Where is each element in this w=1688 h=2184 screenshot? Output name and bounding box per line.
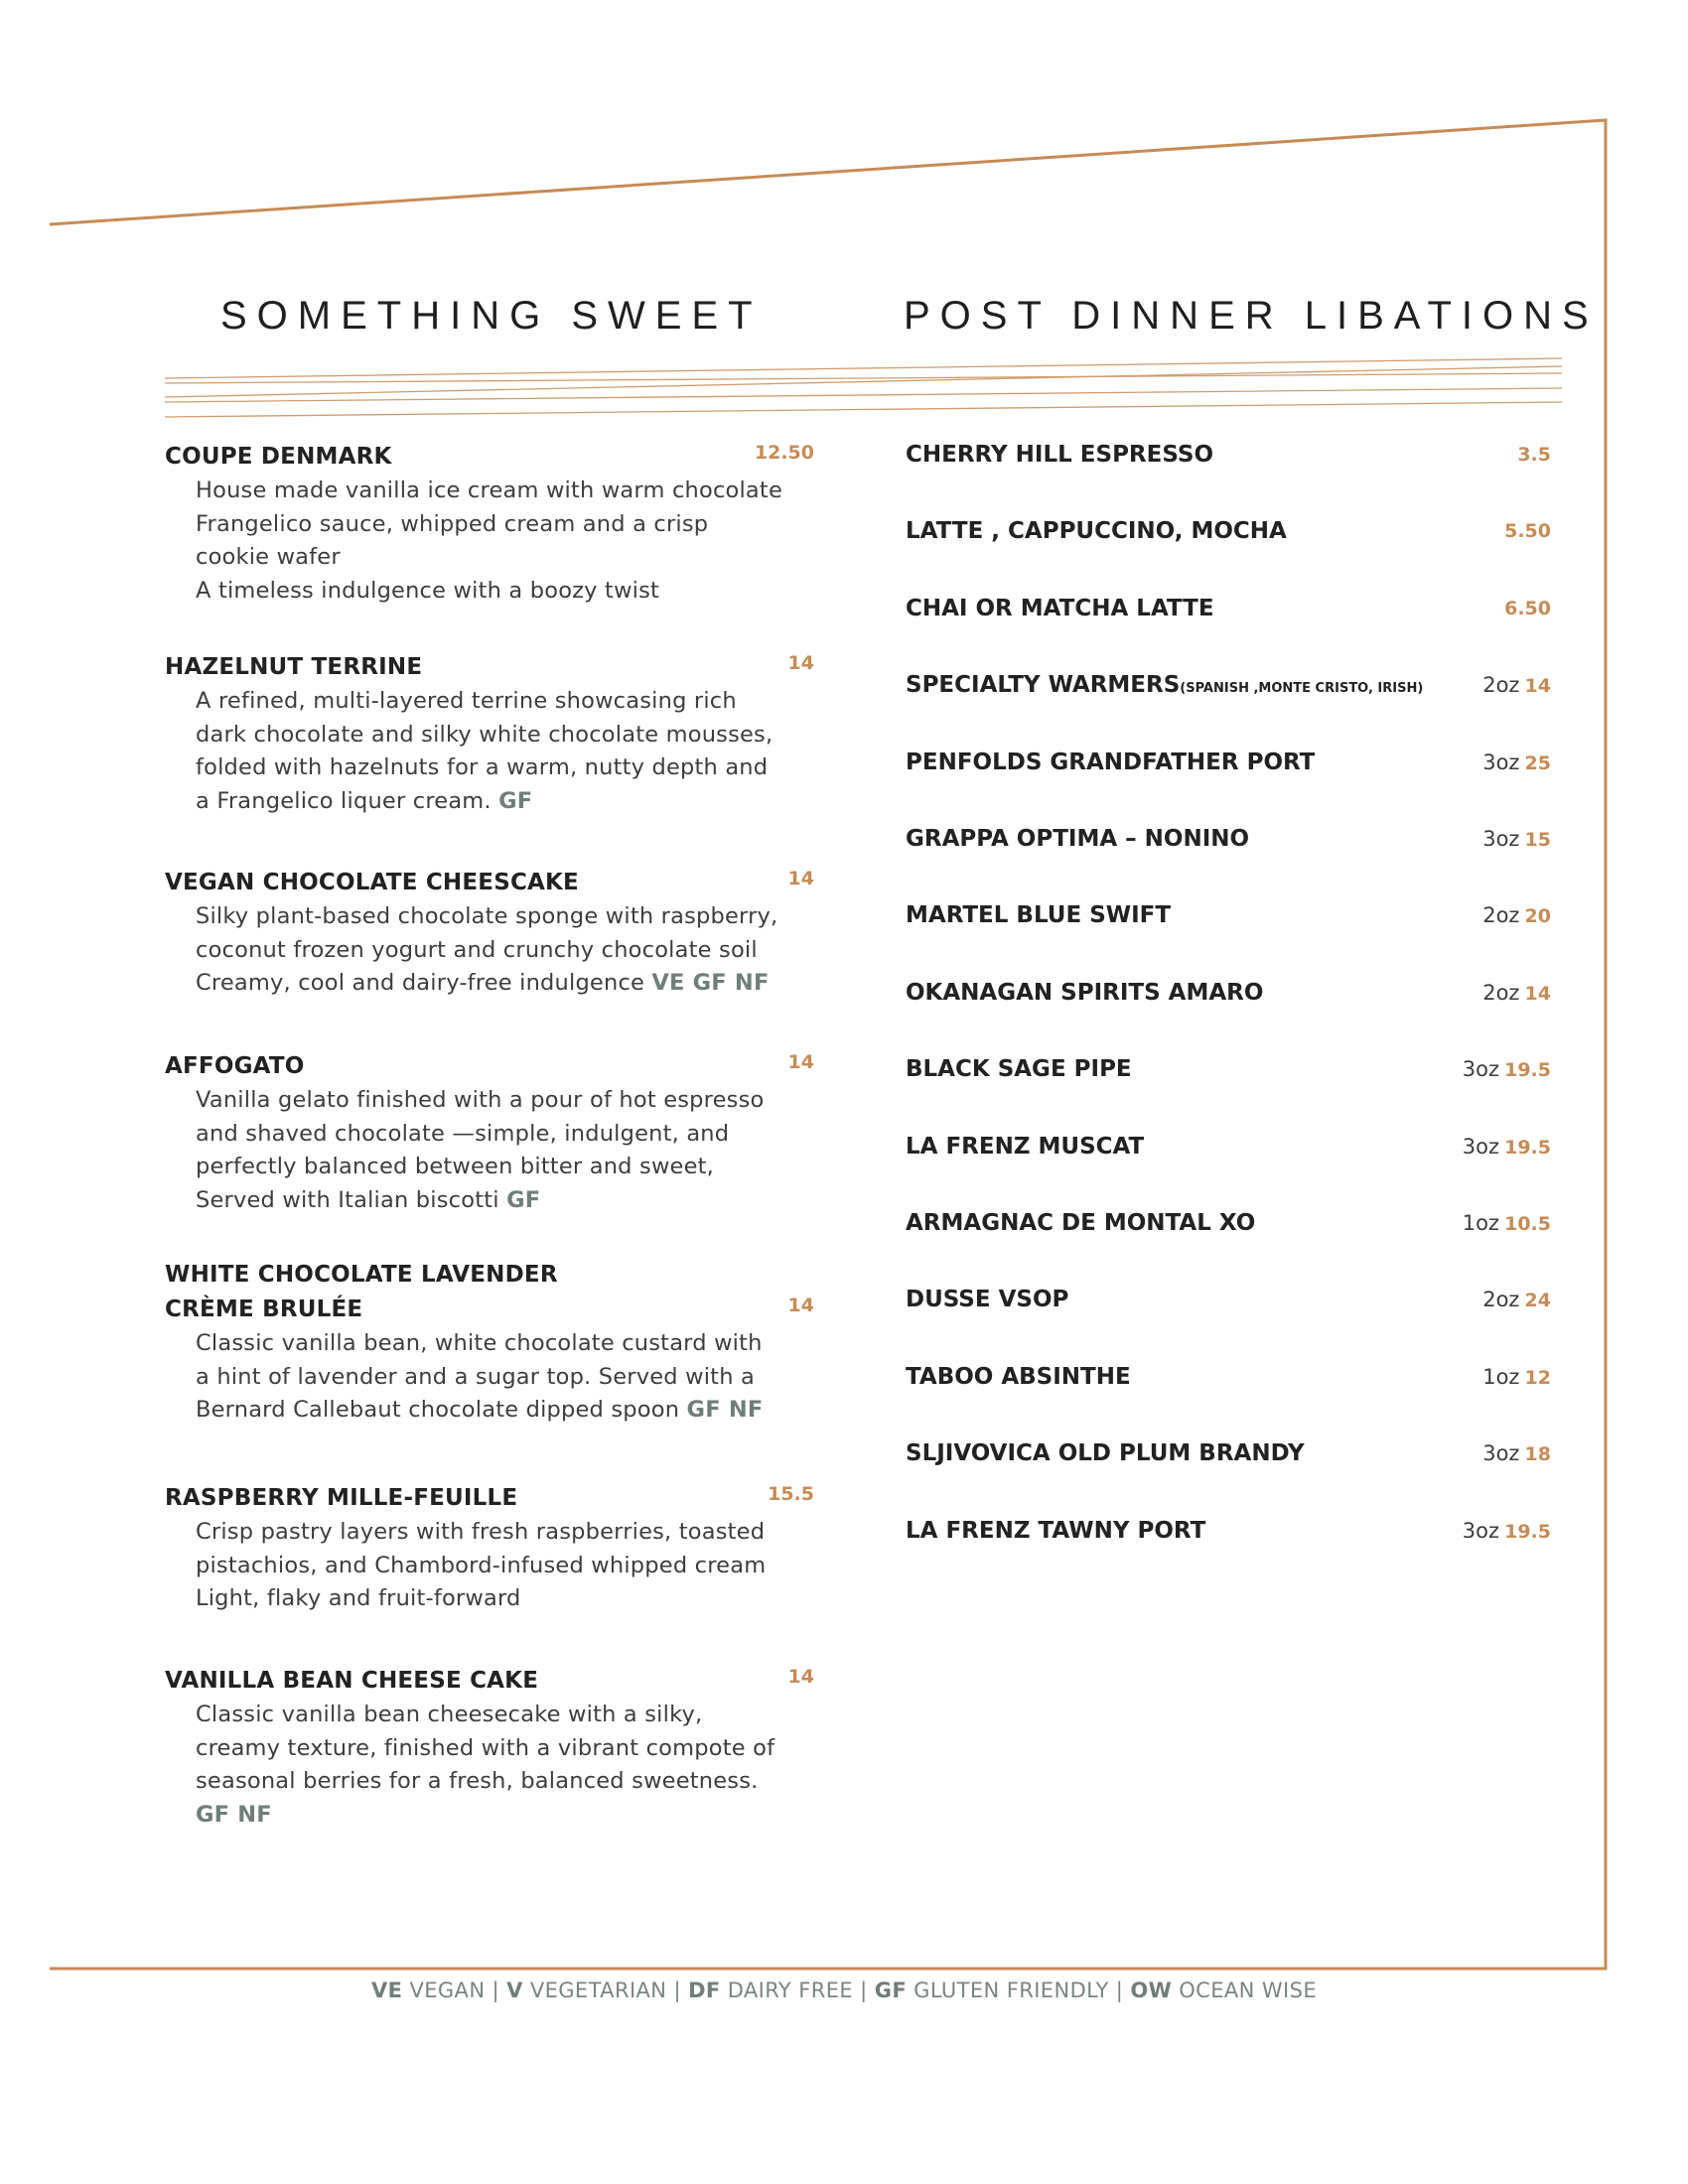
- libation-price: 19.5: [1504, 1521, 1551, 1543]
- libation-name: BLACK SAGE PIPE: [906, 1056, 1132, 1082]
- dessert-item: [165, 1258, 814, 1428]
- legend-label: OCEAN WISE: [1179, 1979, 1318, 2002]
- libation-item: [906, 745, 1551, 780]
- dessert-name: RASPBERRY MILLE-FEUILLE: [165, 1485, 518, 1511]
- section-title-libations: POST DINNER LIBATIONS: [904, 294, 1599, 338]
- libation-name-wrap: [906, 513, 1287, 549]
- dessert-price: 14: [787, 868, 814, 889]
- libation-item: [906, 1129, 1551, 1164]
- legend-code: VE: [370, 1979, 403, 2002]
- dessert-item: [165, 1481, 814, 1616]
- dessert-header: [165, 1049, 814, 1084]
- libation-price-wrap: [1482, 1282, 1551, 1319]
- description-text: Served with Italian biscotti: [196, 1186, 499, 1213]
- libation-price-wrap: [1463, 1205, 1551, 1243]
- dessert-description: [165, 1084, 814, 1217]
- description-text: a Frangelico liquer cream.: [196, 787, 492, 814]
- description-line: coconut frozen yogurt and crunchy chocolate soil: [196, 936, 758, 963]
- libation-price-wrap: [1517, 437, 1551, 474]
- libation-name: LA FRENZ TAWNY PORT: [906, 1518, 1206, 1544]
- dietary-tags: VE GF NF: [651, 970, 770, 996]
- dietary-tags: GF: [498, 787, 533, 814]
- libation-item: [906, 975, 1551, 1011]
- libation-size: 3oz: [1482, 827, 1520, 851]
- dessert-name: COUPE DENMARK: [165, 444, 392, 470]
- description-line: a hint of lavender and a sugar top. Served with a: [196, 1363, 756, 1390]
- libation-name: GRAPPA OPTIMA – NONINO: [906, 826, 1250, 852]
- dessert-name-line-2: CRÈME BRULÉE: [165, 1297, 363, 1322]
- libation-name-wrap: [906, 745, 1315, 780]
- dessert-header: [165, 650, 814, 685]
- libation-name: SLJIVOVICA OLD PLUM BRANDY: [906, 1440, 1305, 1466]
- libation-name: CHAI OR MATCHA LATTE: [906, 596, 1214, 621]
- dessert-item: [165, 650, 814, 818]
- description-line: Classic vanilla bean cheesecake with a silky,: [196, 1702, 703, 1727]
- libation-price: 3.5: [1517, 444, 1551, 466]
- libation-size: 2oz: [1482, 981, 1520, 1005]
- section-title-sweet: SOMETHING SWEET: [220, 294, 763, 338]
- dietary-legend: [0, 1979, 1688, 2002]
- libation-price-wrap: [1463, 1051, 1551, 1089]
- description-line: Classic vanilla bean, white chocolate custard with: [196, 1330, 763, 1356]
- libation-size: 3oz: [1462, 1519, 1500, 1543]
- libation-item: [906, 1513, 1551, 1549]
- dessert-description: [165, 900, 814, 1001]
- libation-price-wrap: [1482, 745, 1551, 782]
- dietary-tags: GF: [506, 1186, 541, 1213]
- libation-price: 19.5: [1504, 1137, 1551, 1159]
- libation-note: (SPANISH ,MONTE CRISTO, IRISH): [1180, 681, 1424, 696]
- libation-price: 6.50: [1504, 598, 1551, 619]
- libation-name-wrap: [906, 437, 1213, 473]
- libation-price: 14: [1524, 675, 1551, 697]
- libation-price: 14: [1524, 983, 1551, 1005]
- libation-size: 3oz: [1482, 751, 1520, 774]
- libation-size: 2oz: [1482, 903, 1520, 927]
- libation-price-wrap: [1463, 1513, 1551, 1551]
- dessert-price: 15.5: [768, 1483, 814, 1505]
- legend-separator: |: [860, 1979, 868, 2002]
- legend-separator: |: [492, 1979, 499, 2002]
- description-line: Frangelico sauce, whipped cream and a crisp: [196, 510, 709, 537]
- libation-price: 5.50: [1504, 520, 1551, 542]
- description-line-with-tags: [196, 1394, 814, 1428]
- libation-name-wrap: [906, 897, 1171, 933]
- libation-price-wrap: [1482, 975, 1551, 1013]
- dessert-item: [165, 866, 814, 1001]
- description-line: Vanilla gelato finished with a pour of hot espresso: [196, 1087, 765, 1113]
- libation-size: 3oz: [1482, 1441, 1520, 1465]
- libation-name-wrap: [906, 975, 1263, 1011]
- libation-name: ARMAGNAC DE MONTAL XO: [906, 1210, 1256, 1236]
- dessert-description: [165, 1699, 814, 1832]
- dessert-header: [165, 866, 814, 900]
- legend-code: GF: [874, 1979, 908, 2002]
- libation-price: 20: [1524, 905, 1551, 927]
- libation-size: 2oz: [1482, 673, 1520, 697]
- dietary-tags: GF NF: [686, 1397, 764, 1423]
- libation-item: [906, 1435, 1551, 1471]
- header-rules: [165, 358, 1562, 417]
- libation-price-wrap: [1482, 1435, 1551, 1473]
- description-line: dark chocolate and silky white chocolate mousses,: [196, 721, 774, 748]
- libation-price-wrap: [1504, 513, 1551, 550]
- description-line-with-tags: [196, 1799, 814, 1833]
- libation-price: 10.5: [1504, 1213, 1551, 1235]
- description-text: Creamy, cool and dairy-free indulgence: [196, 970, 645, 996]
- legend-label: VEGAN: [409, 1979, 486, 2002]
- dessert-name: AFFOGATO: [165, 1053, 305, 1079]
- dessert-name: VEGAN CHOCOLATE CHEESCAKE: [165, 870, 579, 895]
- libation-size: 1oz: [1462, 1211, 1500, 1235]
- legend-code: DF: [688, 1979, 721, 2002]
- description-line: seasonal berries for a fresh, balanced sweetness.: [196, 1768, 759, 1794]
- libation-item: [906, 591, 1551, 626]
- dessert-price: 12.50: [754, 442, 814, 464]
- libation-name: MARTEL BLUE SWIFT: [906, 902, 1172, 928]
- legend-label: VEGETARIAN: [529, 1979, 667, 2002]
- libation-item: [906, 897, 1551, 933]
- description-line: perfectly balanced between bitter and sweet,: [196, 1154, 715, 1179]
- dessert-price: 14: [787, 1666, 814, 1688]
- dessert-header: [165, 1481, 814, 1516]
- dessert-description: [165, 1327, 814, 1428]
- libation-name: PENFOLDS GRANDFATHER PORT: [906, 750, 1316, 775]
- dessert-header: [165, 1258, 814, 1327]
- dessert-description: [165, 685, 814, 818]
- dessert-description: [165, 475, 814, 608]
- dessert-description: [165, 1516, 814, 1616]
- libation-price-wrap: [1504, 591, 1551, 627]
- libation-price-wrap: [1482, 821, 1551, 859]
- dessert-price: 14: [787, 1295, 814, 1316]
- description-line: and shaved chocolate —simple, indulgent, and: [196, 1120, 730, 1147]
- libation-price: 19.5: [1504, 1059, 1551, 1081]
- libation-item: [906, 821, 1551, 857]
- libation-name: LATTE , CAPPUCCINO, MOCHA: [906, 518, 1287, 544]
- description-line: creamy texture, finished with a vibrant compote of: [196, 1734, 775, 1761]
- libation-name-wrap: [906, 1051, 1132, 1087]
- libation-size: 2oz: [1482, 1288, 1520, 1311]
- dessert-name: WHITE CHOCOLATE LAVENDER: [165, 1262, 558, 1288]
- libation-name-wrap: [906, 1282, 1068, 1317]
- description-line: folded with hazelnuts for a warm, nutty depth and: [196, 754, 769, 780]
- libation-name-wrap: [906, 1435, 1305, 1471]
- libation-name: LA FRENZ MUSCAT: [906, 1134, 1145, 1160]
- libation-name: CHERRY HILL ESPRESSO: [906, 442, 1213, 468]
- libation-price: 24: [1524, 1290, 1551, 1311]
- dessert-price: 14: [787, 1051, 814, 1073]
- description-line: House made vanilla ice cream with warm chocolate: [196, 478, 782, 503]
- libation-name-wrap: [906, 667, 1423, 707]
- libation-item: [906, 1359, 1551, 1395]
- legend-separator: |: [1115, 1979, 1124, 2002]
- description-line-with-tags: [196, 785, 814, 819]
- description-line: pistachios, and Chambord-infused whipped cream: [196, 1552, 767, 1578]
- libation-price: 25: [1524, 752, 1551, 774]
- description-line: Silky plant-based chocolate sponge with raspberry,: [196, 903, 778, 929]
- description-line: A refined, multi-layered terrine showcasing rich: [196, 688, 737, 714]
- dessert-item: [165, 1049, 814, 1217]
- dietary-tags: GF NF: [196, 1801, 272, 1828]
- libation-name-wrap: [906, 821, 1249, 857]
- libation-price-wrap: [1482, 897, 1551, 935]
- libation-price-wrap: [1463, 1129, 1551, 1166]
- legend-code: V: [506, 1979, 523, 2002]
- libation-item: [906, 667, 1551, 703]
- dessert-name: HAZELNUT TERRINE: [165, 654, 423, 680]
- description-line-with-tags: [196, 967, 814, 1001]
- dessert-name: VANILLA BEAN CHEESE CAKE: [165, 1668, 539, 1694]
- libation-price-wrap: [1482, 667, 1551, 705]
- libation-item: [906, 513, 1551, 549]
- libation-name-wrap: [906, 1129, 1144, 1164]
- dessert-item: [165, 1664, 814, 1832]
- libation-name-wrap: [906, 1205, 1255, 1241]
- legend-code: OW: [1130, 1979, 1173, 2002]
- libation-name-wrap: [906, 1359, 1131, 1395]
- libation-size: 3oz: [1462, 1057, 1500, 1081]
- libation-item: [906, 437, 1551, 473]
- description-line: A timeless indulgence with a boozy twist: [196, 577, 660, 604]
- libation-price: 15: [1524, 829, 1551, 851]
- description-line-with-tags: [196, 1184, 814, 1218]
- legend-separator: |: [673, 1979, 681, 2002]
- description-line: Light, flaky and fruit-forward: [196, 1585, 521, 1611]
- libation-name: DUSSE VSOP: [906, 1287, 1069, 1312]
- description-text: Bernard Callebaut chocolate dipped spoon: [196, 1397, 687, 1423]
- legend-label: GLUTEN FRIENDLY: [914, 1979, 1109, 2002]
- libation-item: [906, 1282, 1551, 1317]
- dessert-header: [165, 1664, 814, 1699]
- libation-name-wrap: [906, 1513, 1205, 1549]
- dessert-item: [165, 440, 814, 608]
- legend-label: DAIRY FREE: [727, 1979, 854, 2002]
- dessert-header: [165, 440, 814, 475]
- libation-name: SPECIALTY WARMERS: [906, 672, 1181, 698]
- libation-size: 3oz: [1462, 1135, 1500, 1159]
- dessert-price: 14: [787, 652, 814, 674]
- libation-item: [906, 1051, 1551, 1087]
- libation-price: 18: [1524, 1443, 1551, 1465]
- libation-name: TABOO ABSINTHE: [906, 1364, 1131, 1390]
- libation-name: OKANAGAN SPIRITS AMARO: [906, 980, 1264, 1006]
- libation-size: 1oz: [1482, 1365, 1520, 1389]
- libation-price: 12: [1524, 1367, 1551, 1389]
- libation-name-wrap: [906, 591, 1214, 626]
- description-line: cookie wafer: [196, 544, 341, 570]
- libation-price-wrap: [1482, 1359, 1551, 1397]
- libation-item: [906, 1205, 1551, 1241]
- description-line: Crisp pastry layers with fresh raspberries, toasted: [196, 1519, 766, 1545]
